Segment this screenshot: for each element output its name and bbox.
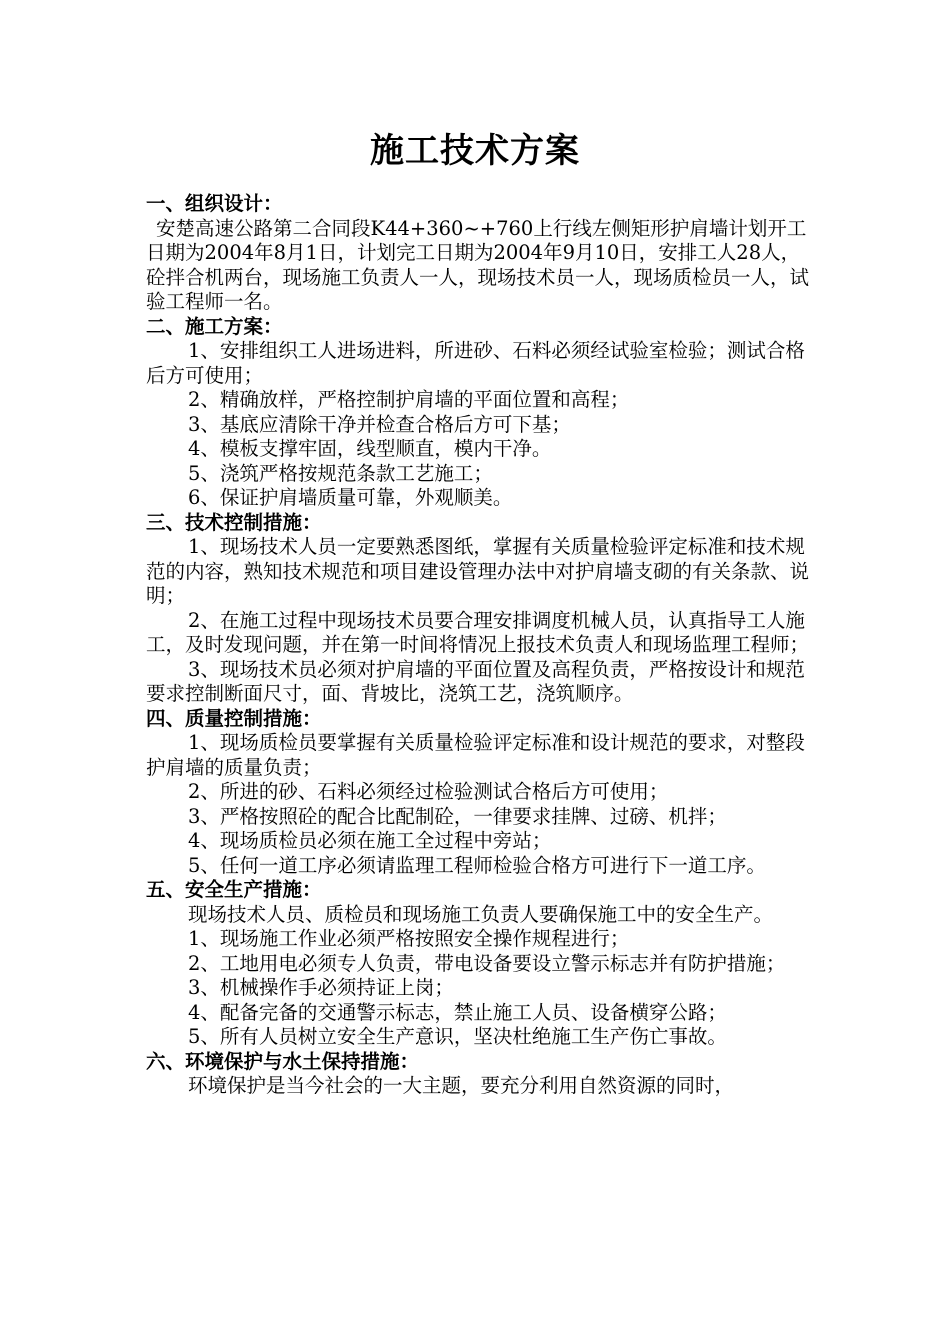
body-paragraph: 5、任何一道工序必须请监理工程师检验合格方可进行下一道工序。	[188, 853, 766, 877]
body-paragraph: 4、模板支撑牢固，线型顺直，模内干净。	[188, 437, 552, 460]
body-paragraph: 2、在施工过程中现场技术员要合理安排调度机械人员，认真指导工人施工，及时发现问题，并在第一时间将情况上报技术负责人和现场监理工程师；	[146, 608, 810, 656]
section-heading: 五、安全生产措施：	[146, 878, 322, 901]
body-paragraph: 2、所进的砂、石料必须经过检验测试合格后方可使用；	[188, 780, 669, 803]
document-body	[146, 192, 812, 1099]
body-paragraph: 1、安排组织工人进场进料，所进砂、石料必须经试验室检验；测试合格后方可使用；	[146, 339, 805, 387]
body-paragraph: 5、浇筑严格按规范条款工艺施工；	[188, 461, 493, 485]
body-paragraph: 6、保证护肩墙质量可靠，外观顺美。	[188, 486, 513, 509]
section-heading: 三、技术控制措施：	[146, 510, 322, 534]
body-paragraph: 4、配备完备的交通警示标志，禁止施工人员、设备横穿公路；	[188, 1000, 727, 1024]
body-paragraph: 3、基底应清除干净并检查合格后方可下基；	[188, 412, 571, 436]
section-heading: 二、施工方案：	[146, 314, 283, 338]
body-paragraph: 1、现场施工作业必须严格按照安全操作规程进行；	[188, 927, 630, 950]
body-paragraph: 3、严格按照砼的配合比配制砼，一律要求挂牌、过磅、机拌；	[188, 804, 727, 828]
body-paragraph: 5、所有人员树立安全生产意识，坚决杜绝施工生产伤亡事故。	[188, 1025, 727, 1048]
body-paragraph: 4、现场质检员必须在施工全过程中旁站；	[188, 829, 552, 852]
body-paragraph: 2、工地用电必须专人负责，带电设备要设立警示标志并有防护措施；	[188, 951, 786, 975]
section-heading: 四、质量控制措施：	[146, 706, 322, 730]
body-paragraph: 1、现场质检员要掌握有关质量检验评定标准和设计规范的要求，对整段护肩墙的质量负责；	[146, 731, 805, 779]
document-title: 施工技术方案	[370, 131, 580, 171]
section-heading: 六、环境保护与水土保持措施：	[146, 1049, 420, 1073]
section-heading: 一、组织设计：	[146, 192, 283, 215]
body-paragraph: 1、现场技术人员一定要熟悉图纸，掌握有关质量检验评定标准和技术规范的内容，熟知技术规范和项目建设管理办法中对护肩墙支砌的有关条款、说明；	[146, 535, 810, 607]
body-paragraph: 环境保护是当今社会的一大主题，要充分利用自然资源的同时，	[188, 1074, 735, 1097]
body-paragraph: 安楚高速公路第二合同段K44+360~+760上行线左侧矩形护肩墙计划开工日期为2004年8月1日，计划完工日期为2004年9月10日，安排工人28人，砼拌合机两台，现场施工负责人一人，现场技术员一人，现场质检员一人，试验工程师一名。	[146, 216, 810, 313]
body-paragraph: 2、精确放样，严格控制护肩墙的平面位置和高程；	[188, 388, 630, 411]
body-paragraph: 3、机械操作手必须持证上岗；	[188, 976, 454, 999]
body-paragraph: 现场技术人员、质检员和现场施工负责人要确保施工中的安全生产。	[188, 902, 774, 926]
body-paragraph: 3、现场技术员必须对护肩墙的平面位置及高程负责，严格按设计和规范要求控制断面尺寸，面、背坡比，浇筑工艺，浇筑顺序。	[146, 657, 805, 705]
